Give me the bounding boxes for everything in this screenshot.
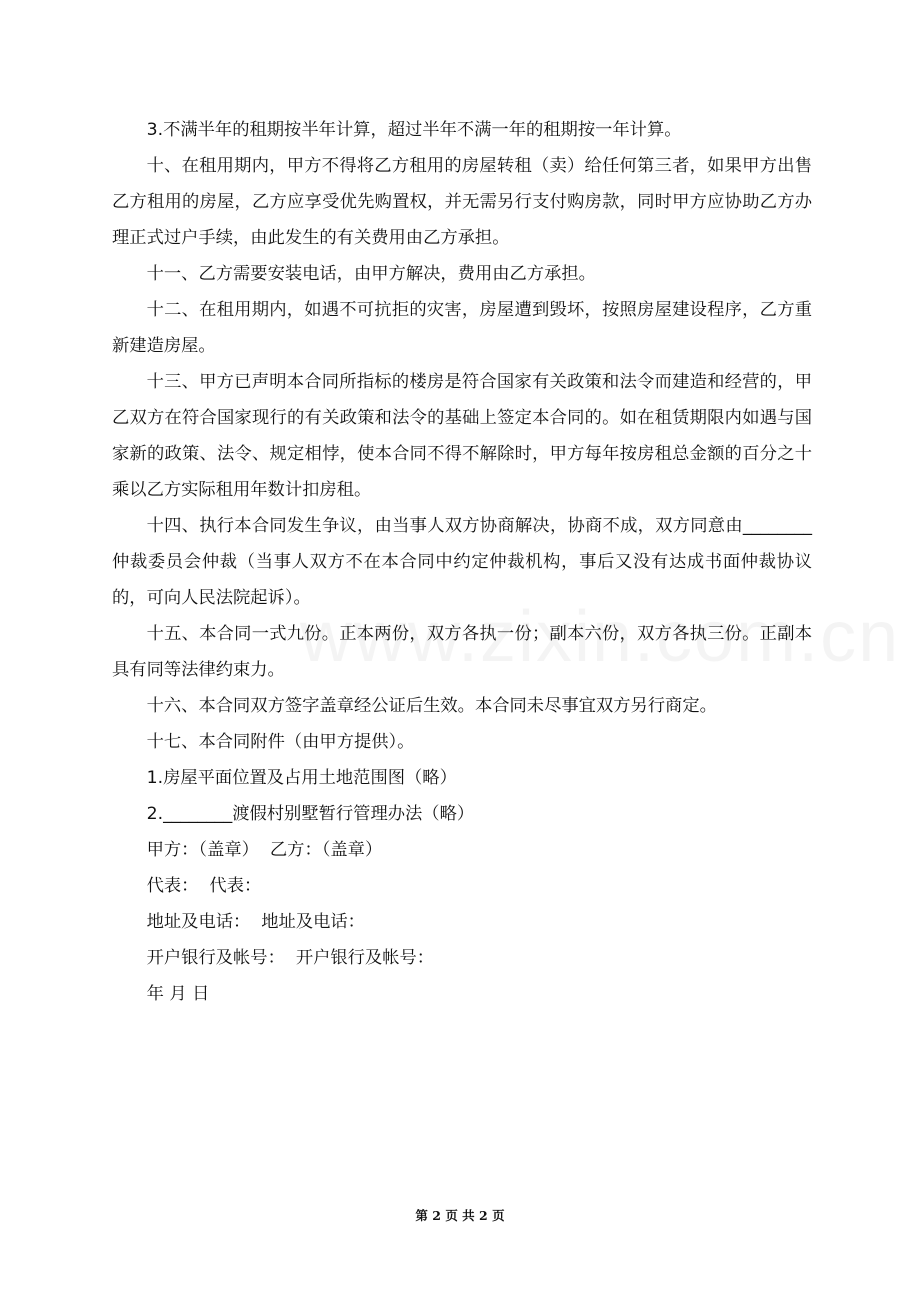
clause-10: 十、在租用期内，甲方不得将乙方租用的房屋转租（卖）给任何第三者，如果甲方出售乙方租用的房屋，乙方应享受优先购置权，并无需另行支付购房款，同时甲方应协助乙方办理正式过户手续，由此发生的有关费用由乙方承担。 [112, 156, 812, 248]
signature-representatives: 代表： 代表： [146, 876, 262, 896]
clause-15: 十五、本合同一式九份。正本两份，双方各执一份；副本六份，双方各执三份。正副本具有同等法律约束力。 [112, 624, 812, 680]
clause-17: 十七、本合同附件（由甲方提供）。 [146, 732, 415, 752]
clause-13: 十三、甲方已声明本合同所指标的楼房是符合国家有关政策和法令而建造和经营的，甲乙双方在符合国家现行的有关政策和法令的基础上签定本合同的。如在租赁期限内如遇与国家新的政策、法令、规定相悖，使本合同不得不解除时，甲方每年按房租总金额的百分之十乘以乙方实际租用年数计扣房租。 [112, 372, 812, 500]
signature-bank-account: 开户银行及帐号： 开户银行及帐号： [146, 948, 435, 968]
page-footer: 第 2 页 共 2 页 [415, 1208, 505, 1223]
clause-9-item-3: 3.不满半年的租期按半年计算，超过半年不满一年的租期按一年计算。 [146, 120, 682, 140]
signature-address-phone: 地址及电话： 地址及电话： [146, 912, 365, 932]
clause-14: 十四、执行本合同发生争议，由当事人双方协商解决，协商不成，双方同意由________仲裁委员会仲裁（当事人双方不在本合同中约定仲裁机构，事后又没有达成书面仲裁协议的，可向人民法院起诉）。 [112, 516, 812, 608]
clause-12: 十二、在租用期内，如遇不可抗拒的灾害，房屋遭到毁坏，按照房屋建设程序，乙方重新建造房屋。 [112, 300, 812, 356]
clause-11: 十一、乙方需要安装电话，由甲方解决，费用由乙方承担。 [146, 264, 596, 284]
clause-16: 十六、本合同双方签字盖章经公证后生效。本合同未尽事宜双方另行商定。 [146, 696, 717, 716]
document-body [112, 112, 812, 1012]
attachment-1: 1.房屋平面位置及占用土地范围图（略） [146, 768, 457, 788]
signature-parties: 甲方：（盖章） 乙方：（盖章） [146, 840, 383, 860]
signature-date: 年 月 日 [146, 984, 210, 1004]
attachment-2: 2.________渡假村别墅暂行管理办法（略） [146, 804, 475, 824]
